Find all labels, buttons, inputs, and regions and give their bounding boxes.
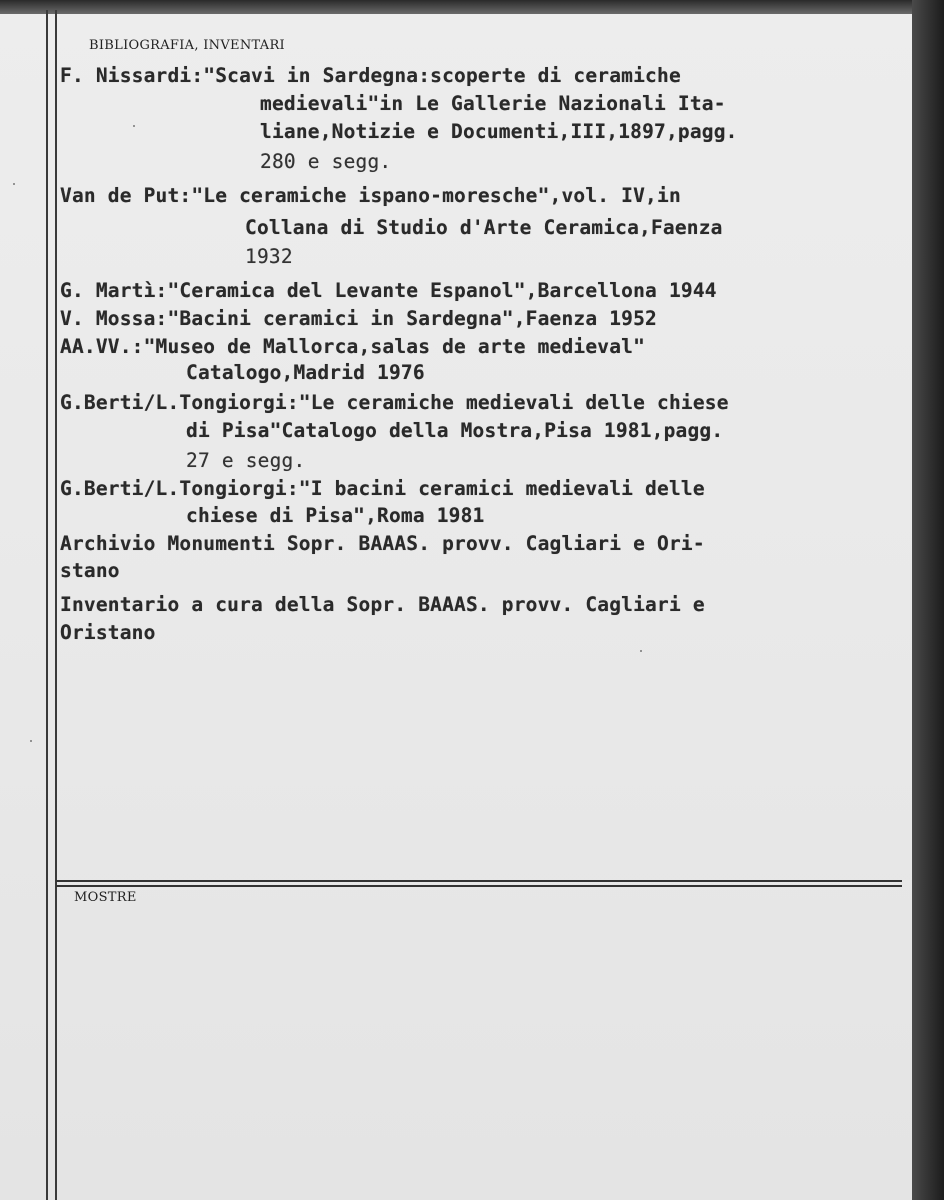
margin-rule-outer: [46, 10, 48, 1200]
entry-archivio-line-2: stano: [60, 559, 120, 582]
top-shadow: [0, 0, 944, 14]
entry-berti-2-line-2: chiese di Pisa",Roma 1981: [186, 504, 485, 527]
section-divider-top: [56, 880, 902, 882]
entry-aavv-line-2: Catalogo,Madrid 1976: [186, 361, 425, 384]
entry-berti-2-line-1: G.Berti/L.Tongiorgi:"I bacini ceramici medievali delle: [60, 477, 705, 500]
entry-vandeput-line-2: Collana di Studio d'Arte Ceramica,Faenza: [245, 216, 723, 239]
right-edge-shadow: [912, 0, 944, 1200]
entry-berti-1-line-3: 27 e segg.: [186, 449, 306, 472]
entry-inventario-line-1: Inventario a cura della Sopr. BAAAS. provv. Cagliari e: [60, 593, 705, 616]
entry-nissardi-line-3: liane,Notizie e Documenti,III,1897,pagg.: [260, 120, 738, 143]
entry-mossa: V. Mossa:"Bacini ceramici in Sardegna",Faenza 1952: [60, 307, 657, 330]
entry-nissardi-line-4: 280 e segg.: [260, 150, 392, 173]
entry-archivio-line-1: Archivio Monumenti Sopr. BAAAS. provv. Cagliari e Ori-: [60, 532, 705, 555]
margin-rule-inner: [55, 10, 57, 1200]
bibliography-heading: BIBLIOGRAFIA, INVENTARI: [89, 38, 285, 53]
entry-berti-1-line-1: G.Berti/L.Tongiorgi:"Le ceramiche medievali delle chiese: [60, 391, 729, 414]
entry-nissardi-line-2: medievali"in Le Gallerie Nazionali Ita-: [260, 92, 726, 115]
exhibitions-heading: MOSTRE: [74, 890, 137, 905]
entry-berti-1-line-2: di Pisa"Catalogo della Mostra,Pisa 1981,pagg.: [186, 419, 724, 442]
entry-inventario-line-2: Oristano: [60, 621, 156, 644]
entry-nissardi-line-1: F. Nissardi:"Scavi in Sardegna:scoperte di ceramiche: [60, 64, 681, 87]
entry-vandeput-line-1: Van de Put:"Le ceramiche ispano-moresche",vol. IV,in: [60, 184, 681, 207]
entry-marti: G. Martì:"Ceramica del Levante Espanol",Barcellona 1944: [60, 279, 717, 302]
entry-vandeput-line-3: 1932: [245, 245, 293, 268]
section-divider-bottom: [56, 885, 902, 887]
entry-aavv-line-1: AA.VV.:"Museo de Mallorca,salas de arte medieval": [60, 335, 646, 358]
